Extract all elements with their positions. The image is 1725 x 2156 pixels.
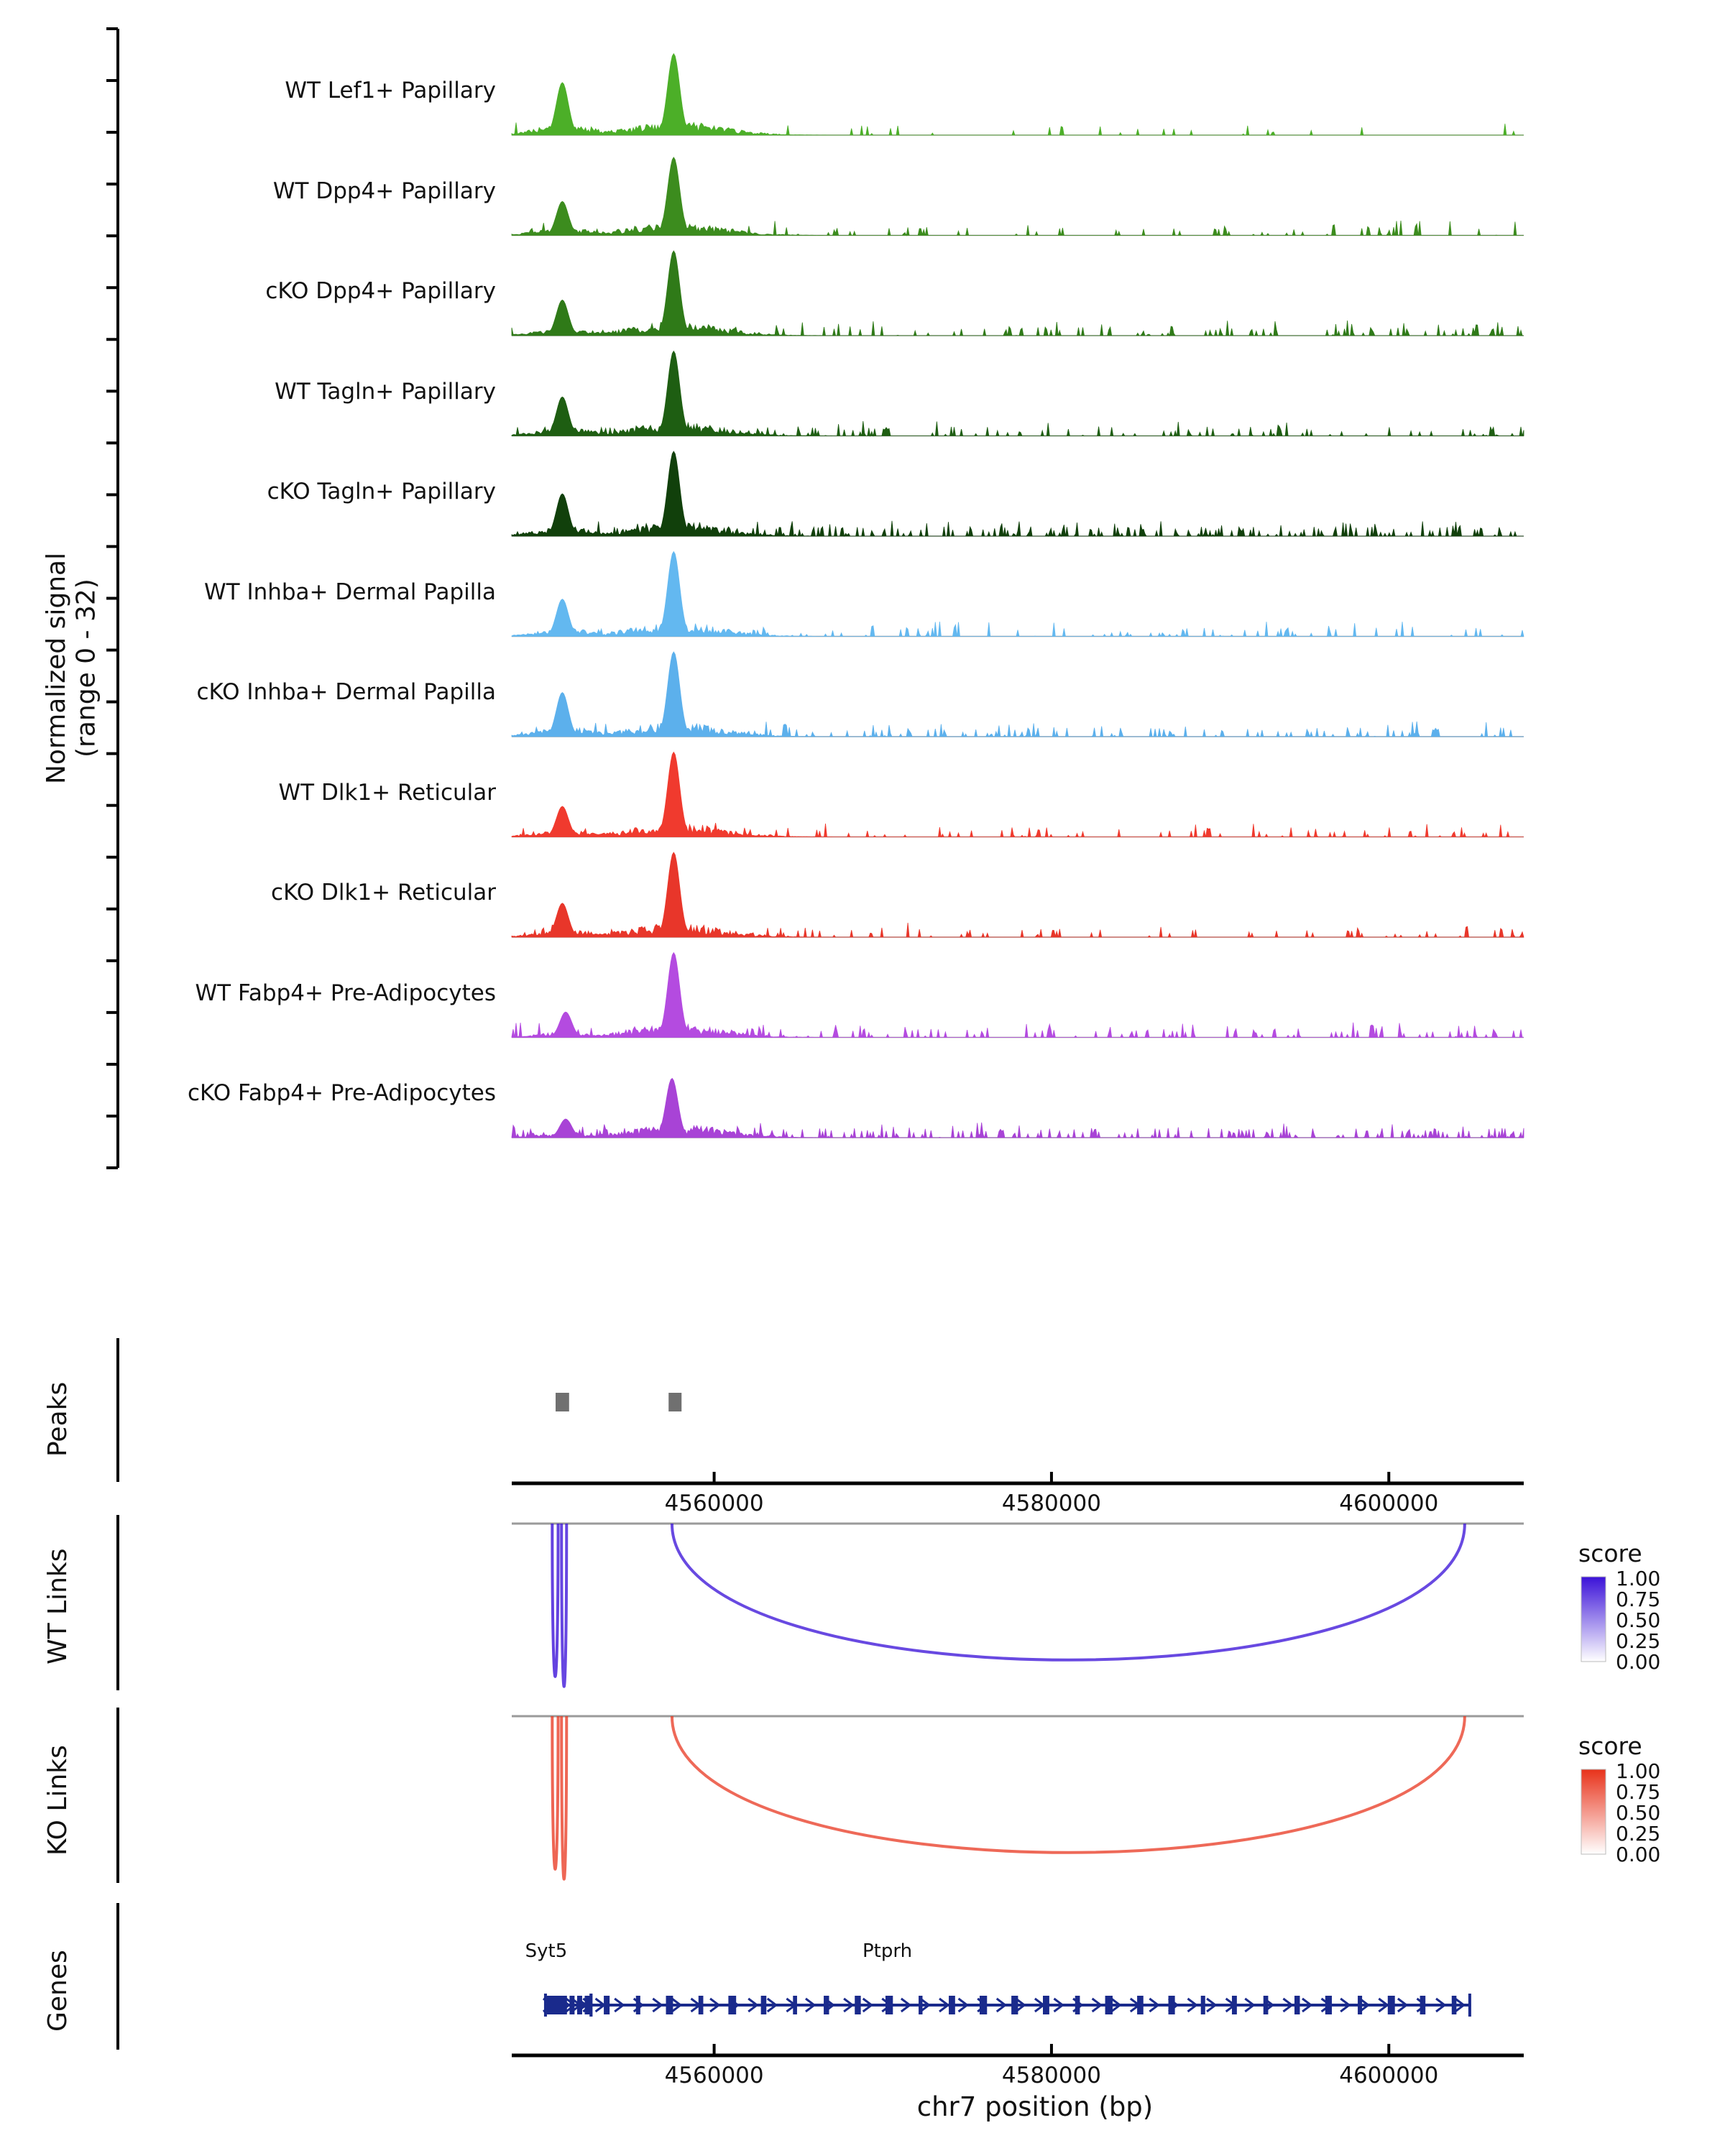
gene-exon bbox=[855, 1996, 860, 2014]
wt-links-legend-tick: 0.25 bbox=[1616, 1629, 1661, 1653]
gene-exon bbox=[636, 1996, 640, 2014]
ko-links-legend-tick: 0.50 bbox=[1616, 1801, 1661, 1825]
signal-track-1 bbox=[512, 54, 1524, 135]
signal-track-11 bbox=[512, 1079, 1524, 1138]
wt-links-legend-tick: 1.00 bbox=[1616, 1567, 1661, 1590]
track-label: WT Tagln+ Papillary bbox=[275, 378, 496, 405]
y-axis-label-line2: (range 0 - 32) bbox=[71, 579, 101, 758]
track-label: WT Fabp4+ Pre-Adipocytes bbox=[195, 980, 496, 1006]
ko-links-legend-tick: 0.25 bbox=[1616, 1822, 1661, 1846]
gene-exon bbox=[1294, 1996, 1300, 2014]
track-label: WT Dpp4+ Papillary bbox=[272, 178, 496, 204]
wt-links-section-label: WT Links bbox=[43, 1548, 73, 1664]
signal-track-3 bbox=[512, 251, 1524, 336]
ko-links-section-label: KO Links bbox=[43, 1745, 73, 1856]
upper-x-axis-tick-label: 4560000 bbox=[664, 1491, 764, 1516]
wt-links-legend-tick: 0.75 bbox=[1616, 1588, 1661, 1611]
ko-links-legend-tick: 1.00 bbox=[1616, 1759, 1661, 1783]
ko-links-arc-3 bbox=[672, 1716, 1465, 1853]
wt-links-arc-1 bbox=[552, 1524, 558, 1677]
track-label: WT Lef1+ Papillary bbox=[285, 78, 496, 103]
signal-track-10 bbox=[512, 953, 1524, 1038]
track-label: WT Inhba+ Dermal Papilla bbox=[204, 579, 496, 605]
wt-links-legend-title: score bbox=[1578, 1539, 1642, 1567]
gene-label-ptprh: Ptprh bbox=[862, 1940, 913, 1962]
upper-x-axis-tick-label: 4600000 bbox=[1339, 1491, 1439, 1516]
signal-track-4 bbox=[512, 351, 1524, 436]
peaks-section-label: Peaks bbox=[43, 1381, 73, 1457]
signal-track-5 bbox=[512, 451, 1524, 536]
ko-links-legend-colorbar bbox=[1581, 1769, 1606, 1854]
wt-links-arc-3 bbox=[672, 1524, 1465, 1660]
wt-links-legend-tick: 0.50 bbox=[1616, 1608, 1661, 1632]
peak-marker-2 bbox=[668, 1393, 681, 1411]
gene-label-syt5: Syt5 bbox=[525, 1940, 568, 1962]
ko-links-legend-tick: 0.75 bbox=[1616, 1780, 1661, 1804]
signal-track-9 bbox=[512, 852, 1524, 937]
genes-section-label: Genes bbox=[43, 1950, 73, 2032]
gene-exon bbox=[666, 1996, 673, 2014]
wt-links-legend-colorbar bbox=[1581, 1577, 1606, 1662]
track-label: cKO Dlk1+ Reticular bbox=[271, 880, 496, 906]
gene-exon bbox=[761, 1996, 767, 2014]
wt-links-legend-tick: 0.00 bbox=[1616, 1650, 1661, 1674]
lower-x-axis-tick-label: 4560000 bbox=[664, 2063, 764, 2088]
track-label: cKO Fabp4+ Pre-Adipocytes bbox=[188, 1080, 496, 1106]
lower-x-axis-tick-label: 4580000 bbox=[1001, 2063, 1101, 2088]
track-label: cKO Inhba+ Dermal Papilla bbox=[196, 679, 496, 705]
ko-links-legend-title: score bbox=[1578, 1732, 1642, 1760]
wt-links-arc-2 bbox=[561, 1524, 566, 1687]
upper-x-axis-tick-label: 4580000 bbox=[1001, 1491, 1101, 1516]
peak-marker-1 bbox=[556, 1393, 569, 1411]
y-axis-label-line1: Normalized signal bbox=[42, 552, 71, 785]
ko-links-arc-1 bbox=[552, 1716, 558, 1869]
x-axis-title: chr7 position (bp) bbox=[916, 2091, 1154, 2122]
signal-track-2 bbox=[512, 157, 1524, 236]
track-label: cKO Tagln+ Papillary bbox=[267, 479, 496, 505]
lower-x-axis-tick-label: 4600000 bbox=[1339, 2063, 1439, 2088]
track-label: WT Dlk1+ Reticular bbox=[278, 779, 496, 806]
track-label: cKO Dpp4+ Papillary bbox=[265, 278, 496, 304]
ko-links-legend-tick: 0.00 bbox=[1616, 1843, 1661, 1866]
signal-track-8 bbox=[512, 752, 1524, 837]
signal-track-7 bbox=[512, 652, 1524, 737]
gene-exon bbox=[1201, 1996, 1205, 2014]
gene-exon bbox=[1075, 1996, 1080, 2014]
signal-track-6 bbox=[512, 552, 1524, 637]
ko-links-arc-2 bbox=[561, 1716, 566, 1879]
